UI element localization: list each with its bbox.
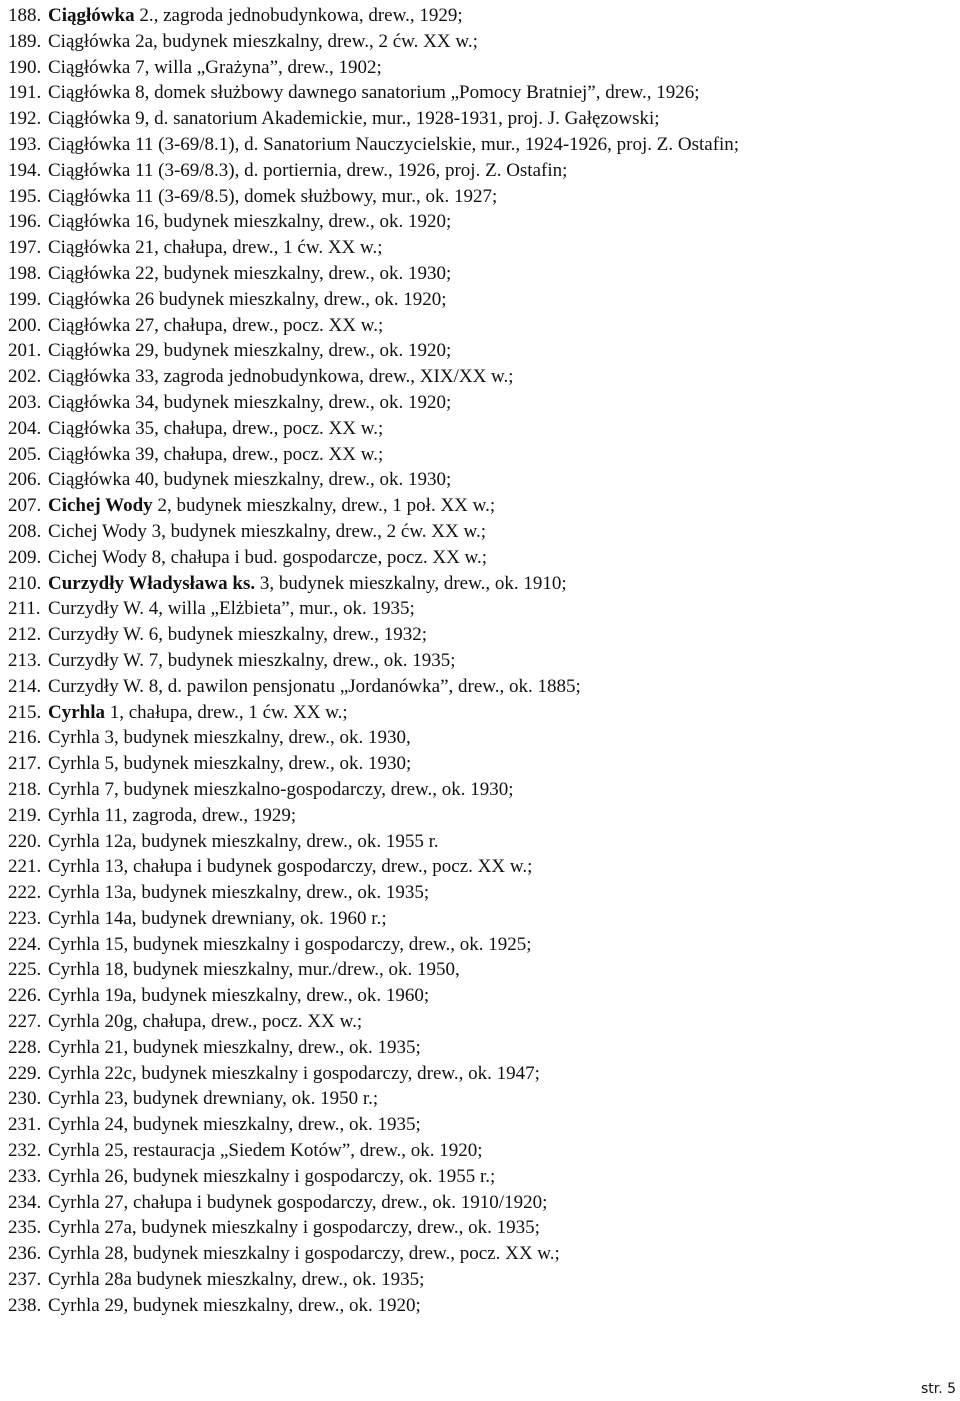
entry-text: Ciągłówka 39, chałupa, drew., pocz. XX w.;: [48, 443, 384, 465]
list-item: [8, 777, 948, 803]
list-item: [8, 390, 948, 416]
entry-text: Ciągłówka 16, budynek mieszkalny, drew., ok. 1920;: [48, 211, 452, 233]
list-item: [8, 158, 948, 184]
entry-text: Curzydły W. 7, budynek mieszkalny, drew., ok. 1935;: [48, 649, 456, 671]
entry-text: Cyrhla 21, budynek mieszkalny, drew., ok. 1935;: [48, 1036, 421, 1058]
list-item: [8, 132, 948, 158]
list-item: [8, 1138, 948, 1164]
entry-text: Cyrhla 12a, budynek mieszkalny, drew., ok. 1955 r.: [48, 830, 439, 852]
list-item: [8, 106, 948, 132]
list-item: [8, 1190, 948, 1216]
entry-text: Cyrhla 13, chałupa i budynek gospodarczy, drew., pocz. XX w.;: [48, 856, 533, 878]
entry-text: Cyrhla 24, budynek mieszkalny, drew., ok. 1935;: [48, 1114, 421, 1136]
entry-number: 235.: [8, 1217, 42, 1239]
entry-number: 203.: [8, 391, 42, 413]
entry-text: Ciągłówka 40, budynek mieszkalny, drew., ok. 1930;: [48, 469, 452, 491]
entry-number: 214.: [8, 675, 42, 697]
entry-number: 200.: [8, 314, 42, 336]
entry-number: 222.: [8, 882, 42, 904]
entry-number: 208.: [8, 520, 42, 542]
entry-text: Cyrhla 14a, budynek drewniany, ok. 1960 r.;: [48, 907, 387, 929]
entry-number: 194.: [8, 159, 42, 181]
entry-number: 201.: [8, 340, 42, 362]
entry-text: Ciągłówka 27, chałupa, drew., pocz. XX w.;: [48, 314, 384, 336]
entry-number: 188.: [8, 5, 42, 26]
entry-text: Ciągłówka 11 (3-69/8.1), d. Sanatorium Nauczycielskie, mur., 1924-1926, proj. Z. Ostafin;: [48, 133, 740, 155]
entry-text: Cyrhla 18, budynek mieszkalny, mur./drew., ok. 1950,: [48, 959, 460, 981]
entry-text: Ciągłówka 34, budynek mieszkalny, drew., ok. 1920;: [48, 391, 452, 413]
list-item: [8, 571, 948, 597]
list-item: [8, 1009, 948, 1035]
entry-number: 197.: [8, 237, 42, 259]
entry-number: 220.: [8, 830, 42, 852]
entry-number: 202.: [8, 366, 42, 388]
entry-number: 236.: [8, 1243, 42, 1265]
entry-text: Ciągłówka 26 budynek mieszkalny, drew., ok. 1920;: [48, 288, 447, 310]
list-item: [8, 519, 948, 545]
entry-number: 191.: [8, 82, 42, 104]
entry-number: 196.: [8, 211, 42, 233]
list-item: [8, 313, 948, 339]
entry-number: 218.: [8, 778, 42, 800]
list-item: [8, 1241, 948, 1267]
list-item: [8, 467, 948, 493]
entry-number: 234.: [8, 1191, 42, 1213]
entry-number: 212.: [8, 624, 42, 646]
entry-text: Cyrhla 25, restauracja „Siedem Kotów”, drew., ok. 1920;: [48, 1140, 483, 1162]
street-name-heading: Curzydły Władysława ks.: [48, 572, 256, 594]
list-item: [8, 287, 948, 313]
list-item: [8, 803, 948, 829]
entry-text: Ciągłówka 21, chałupa, drew., 1 ćw. XX w.;: [48, 237, 383, 259]
entry-number: 237.: [8, 1269, 42, 1291]
entry-number: 199.: [8, 288, 42, 310]
entry-number: 204.: [8, 417, 42, 439]
entry-number: 221.: [8, 856, 42, 878]
entry-text: Cichej Wody 3, budynek mieszkalny, drew., 2 ćw. XX w.;: [48, 520, 487, 542]
list-item: [8, 80, 948, 106]
list-item: [8, 854, 948, 880]
list-item: [8, 1112, 948, 1138]
entry-text: Cyrhla 7, budynek mieszkalno-gospodarczy, drew., ok. 1930;: [48, 778, 514, 800]
entry-text: 1, chałupa, drew., 1 ćw. XX w.;: [105, 701, 348, 723]
entry-number: 198.: [8, 262, 42, 284]
list-item: [8, 1061, 948, 1087]
entry-text: Cyrhla 27, chałupa i budynek gospodarczy, drew., ok. 1910/1920;: [48, 1191, 548, 1213]
entry-text: Cyrhla 11, zagroda, drew., 1929;: [48, 804, 297, 826]
entry-number: 219.: [8, 804, 42, 826]
entry-text: Cyrhla 28, budynek mieszkalny i gospodarczy, drew., pocz. XX w.;: [48, 1243, 560, 1265]
entry-number: 224.: [8, 933, 42, 955]
list-item: [8, 880, 948, 906]
entry-text: Ciągłówka 11 (3-69/8.3), d. portiernia, drew., 1926, proj. Z. Ostafin;: [48, 159, 568, 181]
entry-text: Ciągłówka 35, chałupa, drew., pocz. XX w.;: [48, 417, 384, 439]
entry-number: 209.: [8, 546, 42, 568]
entry-number: 228.: [8, 1036, 42, 1058]
list-item: [8, 184, 948, 210]
page-number: str. 5: [920, 1381, 956, 1397]
entry-text: 3, budynek mieszkalny, drew., ok. 1910;: [255, 572, 567, 594]
list-item: [8, 1035, 948, 1061]
list-item: [8, 1267, 948, 1293]
entry-text: Ciągłówka 7, willa „Grażyna”, drew., 1902;: [48, 56, 382, 78]
street-name-heading: Cichej Wody: [48, 495, 153, 517]
entry-number: 215.: [8, 701, 42, 723]
entry-text: Cyrhla 20g, chałupa, drew., pocz. XX w.;: [48, 1011, 363, 1033]
entry-number: 213.: [8, 649, 42, 671]
list-item: [8, 596, 948, 622]
list-item: [8, 442, 948, 468]
list-item: [8, 1086, 948, 1112]
entry-number: 227.: [8, 1011, 42, 1033]
street-name-heading: Ciągłówka: [48, 5, 135, 26]
list-item: [8, 648, 948, 674]
entry-number: 225.: [8, 959, 42, 981]
list-item: [8, 493, 948, 519]
entry-number: 190.: [8, 56, 42, 78]
list-item: [8, 55, 948, 81]
list-item: [8, 906, 948, 932]
entry-list: [8, 3, 948, 1319]
entry-text: Cyrhla 28a budynek mieszkalny, drew., ok. 1935;: [48, 1269, 425, 1291]
entry-text: Cyrhla 26, budynek mieszkalny i gospodarczy, ok. 1955 r.;: [48, 1165, 496, 1187]
entry-text: Ciągłówka 2a, budynek mieszkalny, drew., 2 ćw. XX w.;: [48, 30, 478, 52]
entry-number: 206.: [8, 469, 42, 491]
list-item: [8, 751, 948, 777]
entry-text: Curzydły W. 8, d. pawilon pensjonatu „Jordanówka”, drew., ok. 1885;: [48, 675, 581, 697]
list-item: [8, 235, 948, 261]
entry-number: 189.: [8, 30, 42, 52]
entry-number: 231.: [8, 1114, 42, 1136]
entry-text: Ciągłówka 33, zagroda jednobudynkowa, drew., XIX/XX w.;: [48, 366, 514, 388]
entry-text: Cyrhla 5, budynek mieszkalny, drew., ok. 1930;: [48, 753, 412, 775]
list-item: [8, 622, 948, 648]
entry-number: 217.: [8, 753, 42, 775]
list-item: [8, 829, 948, 855]
list-item: [8, 1215, 948, 1241]
entry-text: Curzydły W. 6, budynek mieszkalny, drew., 1932;: [48, 624, 428, 646]
entry-number: 210.: [8, 572, 42, 594]
list-item: [8, 932, 948, 958]
entry-text: Cyrhla 19a, budynek mieszkalny, drew., ok. 1960;: [48, 985, 430, 1007]
list-item: [8, 957, 948, 983]
entry-text: Cyrhla 27a, budynek mieszkalny i gospodarczy, drew., ok. 1935;: [48, 1217, 540, 1239]
list-item: [8, 1293, 948, 1319]
list-item: [8, 416, 948, 442]
entry-text: Cyrhla 23, budynek drewniany, ok. 1950 r.;: [48, 1088, 379, 1110]
entry-text: Ciągłówka 11 (3-69/8.5), domek służbowy, mur., ok. 1927;: [48, 185, 498, 207]
entry-number: 211.: [8, 598, 41, 620]
entry-text: Ciągłówka 8, domek służbowy dawnego sanatorium „Pomocy Bratniej”, drew., 1926;: [48, 82, 700, 104]
entry-text: Ciągłówka 29, budynek mieszkalny, drew., ok. 1920;: [48, 340, 452, 362]
list-item: [8, 983, 948, 1009]
entry-text: Cyrhla 15, budynek mieszkalny i gospodarczy, drew., ok. 1925;: [48, 933, 532, 955]
street-name-heading: Cyrhla: [48, 701, 105, 723]
entry-number: 223.: [8, 907, 42, 929]
list-item: [8, 725, 948, 751]
entry-number: 232.: [8, 1140, 42, 1162]
entry-number: 226.: [8, 985, 42, 1007]
entry-text: Cyrhla 29, budynek mieszkalny, drew., ok. 1920;: [48, 1294, 421, 1316]
entry-number: 207.: [8, 495, 42, 517]
list-item: [8, 545, 948, 571]
entry-text: Ciągłówka 9, d. sanatorium Akademickie, mur., 1928-1931, proj. J. Gałęzowski;: [48, 108, 660, 130]
list-item: [8, 261, 948, 287]
entry-text: 2., zagroda jednobudynkowa, drew., 1929;: [134, 5, 463, 26]
list-item: [8, 338, 948, 364]
entry-number: 233.: [8, 1165, 42, 1187]
entry-text: Ciągłówka 22, budynek mieszkalny, drew., ok. 1930;: [48, 262, 452, 284]
list-item: [8, 364, 948, 390]
list-item: [8, 674, 948, 700]
entry-text: 2, budynek mieszkalny, drew., 1 poł. XX w.;: [152, 495, 496, 517]
list-item: [8, 29, 948, 55]
entry-number: 192.: [8, 108, 42, 130]
entry-number: 216.: [8, 727, 42, 749]
list-item: [8, 1164, 948, 1190]
list-item: [8, 3, 948, 29]
entry-number: 193.: [8, 133, 42, 155]
entry-number: 195.: [8, 185, 42, 207]
entry-number: 230.: [8, 1088, 42, 1110]
entry-text: Cyrhla 3, budynek mieszkalny, drew., ok. 1930,: [48, 727, 411, 749]
entry-text: Cyrhla 22c, budynek mieszkalny i gospodarczy, drew., ok. 1947;: [48, 1062, 540, 1084]
entry-text: Cyrhla 13a, budynek mieszkalny, drew., ok. 1935;: [48, 882, 430, 904]
entry-number: 238.: [8, 1294, 42, 1316]
entry-text: Curzydły W. 4, willa „Elżbieta”, mur., ok. 1935;: [48, 598, 415, 620]
list-item: [8, 209, 948, 235]
entry-number: 229.: [8, 1062, 42, 1084]
entry-number: 205.: [8, 443, 42, 465]
entry-text: Cichej Wody 8, chałupa i bud. gospodarcze, pocz. XX w.;: [48, 546, 488, 568]
list-item: [8, 700, 948, 726]
